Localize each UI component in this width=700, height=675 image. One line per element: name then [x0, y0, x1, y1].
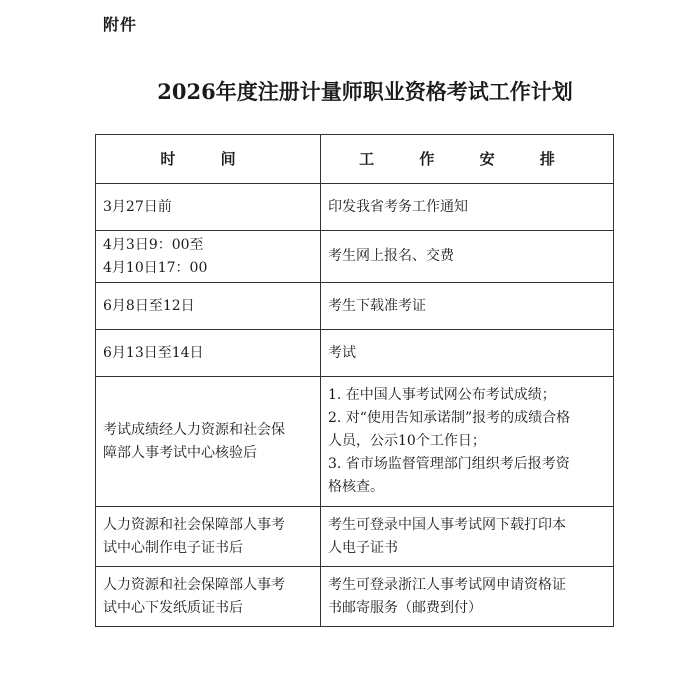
arrangement-cell: [321, 330, 614, 377]
table-row: [96, 231, 614, 283]
table-row: [96, 283, 614, 330]
arrangement-cell: [321, 231, 614, 283]
arrangement-line: 考试: [328, 344, 356, 361]
time-cell: [96, 330, 321, 377]
schedule-table: [95, 134, 614, 627]
table-row: [96, 507, 614, 567]
arrangement-line: 考生可登录浙江人事考试网申请资格证: [328, 576, 566, 593]
table-row: [96, 377, 614, 507]
arrangement-line: 3. 省市场监督管理部门组织考后报考资: [328, 456, 570, 472]
time-line: 人力资源和社会保障部人事考: [103, 516, 285, 533]
time-cell: [96, 507, 321, 567]
time-line: 试中心制作电子证书后: [103, 539, 243, 556]
time-line: 人力资源和社会保障部人事考: [103, 576, 285, 593]
time-line: 6月13日至14日: [103, 344, 204, 361]
arrangement-line: 格核查。: [328, 479, 384, 495]
arrangement-line: 人电子证书: [328, 539, 398, 556]
arrangement-line: 考生下载准考证: [328, 297, 426, 314]
arrangement-line: 考生网上报名、交费: [328, 248, 454, 264]
table-header-row: [96, 135, 614, 184]
arrangement-cell: [321, 567, 614, 627]
arrangement-line: 印发我省考务工作通知: [328, 198, 468, 215]
time-cell: [96, 184, 321, 231]
arrangement-line: 考生可登录中国人事考试网下载打印本: [328, 516, 566, 533]
time-line: 4月10日17：00: [103, 259, 208, 276]
time-cell: [96, 567, 321, 627]
arrangement-line: 2. 对“使用告知承诺制”报考的成绩合格: [328, 410, 571, 426]
attachment-label: 附件: [103, 15, 138, 34]
time-line: 6月8日至12日: [103, 297, 195, 314]
time-line: 试中心下发纸质证书后: [103, 599, 243, 616]
time-line: 3月27日前: [103, 198, 172, 215]
table-row: [96, 567, 614, 627]
arrangement-cell: [321, 184, 614, 231]
arrangement-line: 1. 在中国人事考试网公布考试成绩；: [328, 387, 556, 403]
time-cell: [96, 377, 321, 507]
time-cell: [96, 231, 321, 283]
arrangement-cell: [321, 377, 614, 507]
time-line: 4月3日9：00至: [103, 236, 204, 253]
table-row: [96, 330, 614, 377]
header-time: 时 间: [96, 135, 321, 184]
time-cell: [96, 283, 321, 330]
arrangement-line: 书邮寄服务（邮费到付）: [328, 599, 482, 616]
arrangement-cell: [321, 283, 614, 330]
time-line: 障部人事考试中心核验后: [103, 444, 257, 461]
arrangement-line: 人员，公示10个工作日；: [328, 433, 486, 449]
document-title: 2026年度注册计量师职业资格考试工作计划: [157, 79, 573, 104]
time-line: 考试成绩经人力资源和社会保: [103, 421, 285, 438]
table-row: [96, 184, 614, 231]
header-arrangement: 工 作 安 排: [321, 135, 614, 184]
arrangement-cell: [321, 507, 614, 567]
